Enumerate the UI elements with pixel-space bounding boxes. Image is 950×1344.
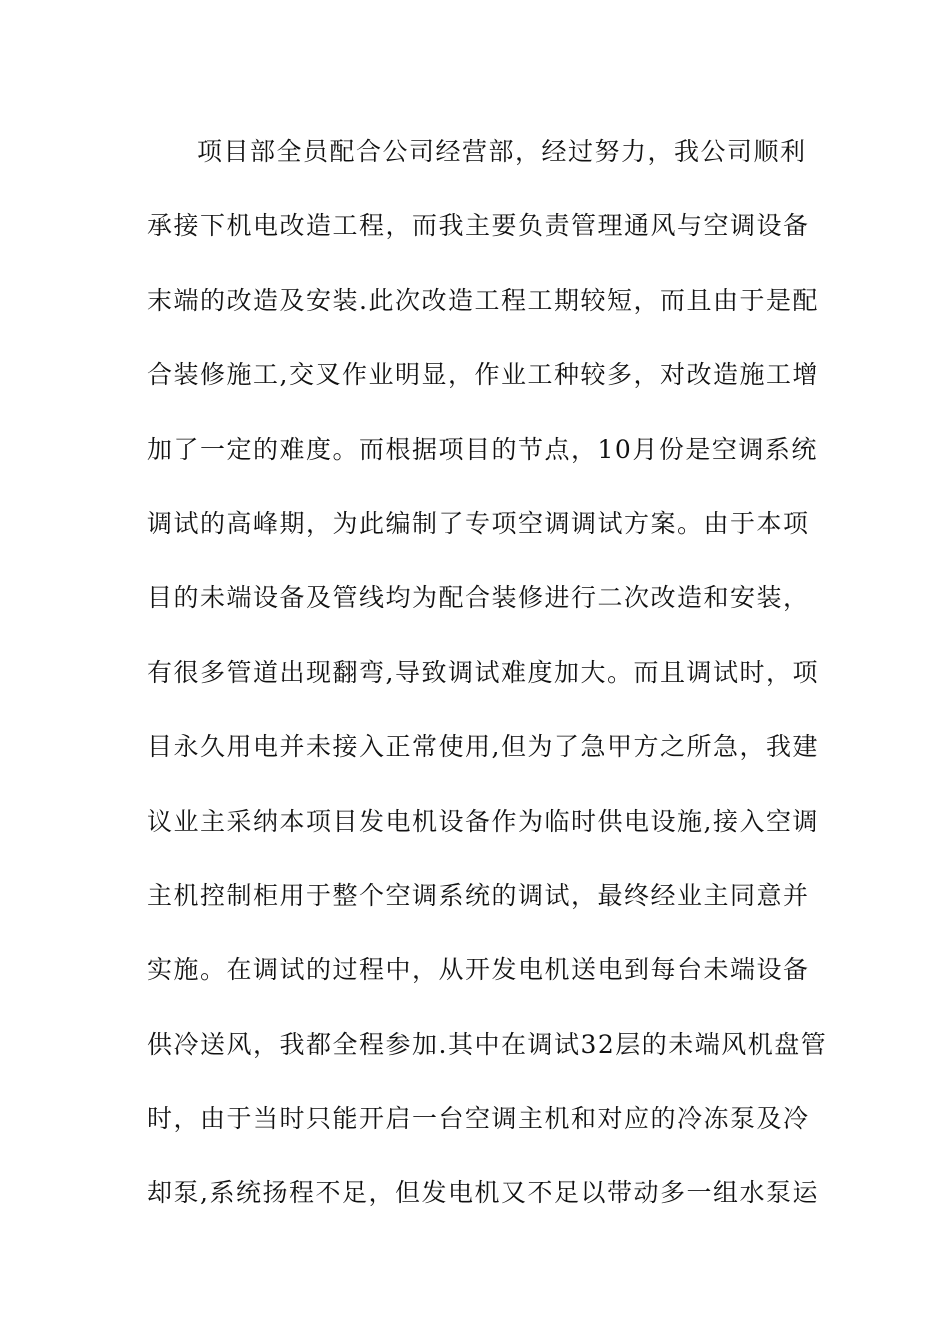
text-line: 目的未端设备及管线均为配合装修进行二次改造和安装， [147,583,810,613]
text-line: 议业主采纳本项目发电机设备作为临时供电设施,接入空调 [147,806,819,836]
text-line: 有很多管道出现翻弯,导致调试难度加大。而且调试时，项 [147,657,819,687]
text-line: 时，由于当时只能开启一台空调主机和对应的冷冻泵及冷 [147,1104,810,1134]
text-line: 调试的高峰期，为此编制了专项空调调试方案。由于本项 [147,508,810,538]
text-line: 合装修施工,交叉作业明显，作业工种较多，对改造施工增 [147,360,819,390]
text-line: 主机控制柜用于整个空调系统的调试，最终经业主同意并 [147,880,810,910]
text-line: 供冷送风，我都全程参加.其中在调试32层的未端风机盘管 [147,1029,828,1059]
text-line: 却泵,系统扬程不足，但发电机又不足以带动多一组水泵运 [147,1178,819,1208]
body-paragraph [147,128,828,1244]
text-line: 末端的改造及安装.此次改造工程工期较短，而且由于是配 [147,285,819,315]
text-line: 加了一定的难度。而根据项目的节点，10月份是空调系统 [147,434,818,464]
text-line: 实施。在调试的过程中，从开发电机送电到每台未端设备 [147,955,810,985]
text-line: 项目部全员配合公司经营部，经过努力，我公司顺利 [197,137,807,166]
text-line: 承接下机电改造工程，而我主要负责管理通风与空调设备 [147,211,810,241]
text-line: 目永久用电并未接入正常使用,但为了急甲方之所急，我建 [147,732,819,762]
